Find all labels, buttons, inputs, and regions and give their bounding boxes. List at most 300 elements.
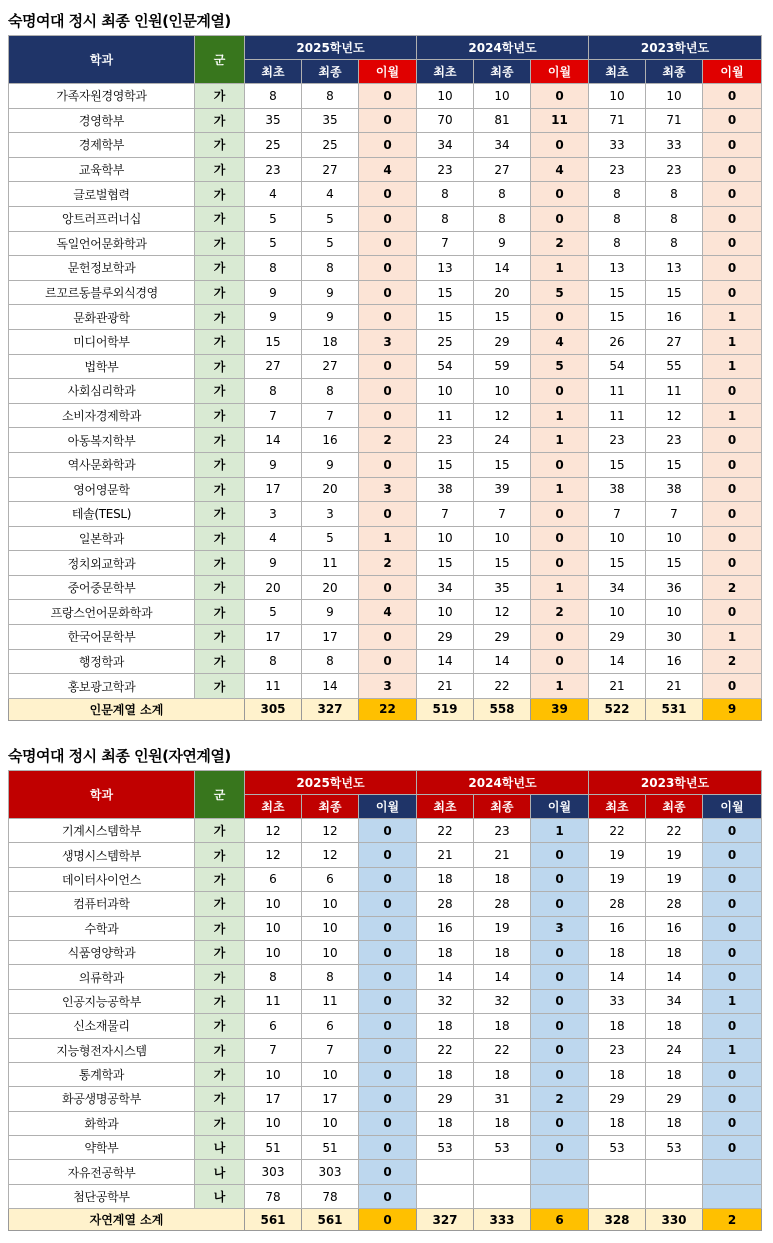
value-cell: 6 <box>302 867 359 891</box>
value-cell: 7 <box>589 502 646 527</box>
carryover-cell: 5 <box>531 280 589 305</box>
value-cell: 35 <box>302 108 359 133</box>
carryover-cell: 2 <box>703 575 762 600</box>
value-cell: 15 <box>646 280 703 305</box>
table-row <box>9 843 762 867</box>
carryover-cell: 0 <box>703 867 762 891</box>
dept-name: 지능형전자시스템 <box>9 1038 195 1062</box>
value-cell: 29 <box>589 1087 646 1111</box>
gun-cell: 가 <box>195 182 245 207</box>
value-cell: 7 <box>474 502 531 527</box>
value-cell: 36 <box>646 575 703 600</box>
carryover-cell: 0 <box>703 600 762 625</box>
value-cell: 28 <box>589 892 646 916</box>
carryover-cell: 0 <box>703 674 762 699</box>
value-cell: 17 <box>302 625 359 650</box>
carryover-cell: 0 <box>359 354 417 379</box>
carryover-cell: 0 <box>531 526 589 551</box>
carryover-cell: 0 <box>359 916 417 940</box>
subtotal-value: 333 <box>474 1209 531 1231</box>
value-cell: 10 <box>302 916 359 940</box>
value-cell: 11 <box>417 403 474 428</box>
value-cell: 18 <box>589 1014 646 1038</box>
carryover-cell: 0 <box>703 940 762 964</box>
carryover-cell: 0 <box>703 819 762 843</box>
value-cell: 10 <box>302 940 359 964</box>
value-cell <box>589 1184 646 1208</box>
carryover-cell: 3 <box>359 477 417 502</box>
gun-cell: 가 <box>195 256 245 281</box>
carryover-cell: 0 <box>531 502 589 527</box>
value-cell: 17 <box>245 477 302 502</box>
gun-cell: 가 <box>195 452 245 477</box>
carryover-cell: 2 <box>531 600 589 625</box>
carryover-cell: 1 <box>531 575 589 600</box>
table-row <box>9 674 762 699</box>
dept-name: 일본학과 <box>9 526 195 551</box>
carryover-cell: 0 <box>703 452 762 477</box>
value-cell: 19 <box>646 867 703 891</box>
table-row <box>9 867 762 891</box>
value-cell: 18 <box>417 940 474 964</box>
carryover-cell: 1 <box>703 354 762 379</box>
dept-name: 첨단공학부 <box>9 1184 195 1208</box>
value-cell: 34 <box>474 133 531 158</box>
value-cell: 20 <box>474 280 531 305</box>
table-row <box>9 403 762 428</box>
value-cell: 10 <box>302 1111 359 1135</box>
gun-cell: 가 <box>195 1062 245 1086</box>
value-cell: 18 <box>417 867 474 891</box>
carryover-cell: 0 <box>359 502 417 527</box>
gun-cell: 가 <box>195 989 245 1013</box>
dept-name: 미디어학부 <box>9 329 195 354</box>
value-cell: 8 <box>589 231 646 256</box>
carryover-cell: 0 <box>703 182 762 207</box>
value-cell: 23 <box>474 819 531 843</box>
carryover-cell: 0 <box>703 477 762 502</box>
value-cell: 27 <box>646 329 703 354</box>
subtotal-carryover: 2 <box>703 1209 762 1231</box>
dept-name: 수학과 <box>9 916 195 940</box>
value-cell: 14 <box>417 965 474 989</box>
table-row <box>9 1038 762 1062</box>
value-cell: 54 <box>417 354 474 379</box>
value-cell: 14 <box>245 428 302 453</box>
value-cell: 6 <box>245 1014 302 1038</box>
gun-cell: 가 <box>195 526 245 551</box>
header-gun: 군 <box>195 771 245 819</box>
table-row <box>9 157 762 182</box>
carryover-cell: 0 <box>359 1062 417 1086</box>
carryover-cell: 0 <box>359 625 417 650</box>
dept-name: 교육학부 <box>9 157 195 182</box>
value-cell: 21 <box>589 674 646 699</box>
value-cell: 17 <box>245 625 302 650</box>
carryover-cell: 0 <box>703 1014 762 1038</box>
dept-name: 사회심리학과 <box>9 379 195 404</box>
carryover-cell: 0 <box>359 1038 417 1062</box>
carryover-cell: 1 <box>531 477 589 502</box>
value-cell: 15 <box>417 280 474 305</box>
dept-name: 신소재물리 <box>9 1014 195 1038</box>
value-cell: 53 <box>646 1136 703 1160</box>
value-cell: 10 <box>417 84 474 109</box>
header-carryover: 이월 <box>359 60 417 84</box>
value-cell: 11 <box>589 379 646 404</box>
carryover-cell: 0 <box>531 965 589 989</box>
carryover-cell: 1 <box>703 305 762 330</box>
humanities-title: 숙명여대 정시 최종 인원(인문계열) <box>8 12 231 30</box>
header-final: 최종 <box>302 60 359 84</box>
value-cell: 8 <box>646 206 703 231</box>
carryover-cell: 0 <box>359 305 417 330</box>
header-first: 최초 <box>245 795 302 819</box>
value-cell: 28 <box>417 892 474 916</box>
dept-name: 데이터사이언스 <box>9 867 195 891</box>
carryover-cell: 2 <box>531 1087 589 1111</box>
dept-name: 식품영양학과 <box>9 940 195 964</box>
value-cell: 19 <box>646 843 703 867</box>
value-cell: 23 <box>417 157 474 182</box>
value-cell: 18 <box>417 1014 474 1038</box>
value-cell: 10 <box>589 84 646 109</box>
header-first: 최초 <box>589 795 646 819</box>
value-cell: 8 <box>646 182 703 207</box>
value-cell: 16 <box>646 305 703 330</box>
carryover-cell: 0 <box>359 965 417 989</box>
carryover-cell: 0 <box>531 649 589 674</box>
carryover-cell: 1 <box>531 428 589 453</box>
subtotal-carryover: 39 <box>531 698 589 720</box>
value-cell: 6 <box>245 867 302 891</box>
gun-cell: 가 <box>195 403 245 428</box>
gun-cell: 가 <box>195 600 245 625</box>
value-cell: 70 <box>417 108 474 133</box>
carryover-cell <box>531 1160 589 1184</box>
carryover-cell: 0 <box>359 206 417 231</box>
carryover-cell: 0 <box>359 1014 417 1038</box>
value-cell: 14 <box>646 965 703 989</box>
value-cell: 14 <box>474 649 531 674</box>
value-cell: 23 <box>646 428 703 453</box>
carryover-cell: 0 <box>531 1111 589 1135</box>
dept-name: 한국어문학부 <box>9 625 195 650</box>
carryover-cell: 1 <box>359 526 417 551</box>
carryover-cell: 0 <box>531 305 589 330</box>
value-cell: 12 <box>474 600 531 625</box>
carryover-cell: 2 <box>359 428 417 453</box>
dept-name: 생명시스템학부 <box>9 843 195 867</box>
table-row <box>9 1111 762 1135</box>
value-cell: 33 <box>589 989 646 1013</box>
carryover-cell: 0 <box>359 819 417 843</box>
carryover-cell <box>703 1160 762 1184</box>
subtotal-value: 519 <box>417 698 474 720</box>
value-cell: 17 <box>245 1087 302 1111</box>
gun-cell: 가 <box>195 206 245 231</box>
gun-cell: 나 <box>195 1184 245 1208</box>
dept-name: 자유전공학부 <box>9 1160 195 1184</box>
value-cell: 15 <box>589 305 646 330</box>
carryover-cell: 0 <box>359 231 417 256</box>
value-cell: 33 <box>646 133 703 158</box>
value-cell: 23 <box>589 157 646 182</box>
humanities-table-body <box>9 84 762 699</box>
gun-cell: 가 <box>195 551 245 576</box>
value-cell: 8 <box>302 649 359 674</box>
value-cell: 20 <box>302 575 359 600</box>
gun-cell: 가 <box>195 1038 245 1062</box>
table-row <box>9 819 762 843</box>
value-cell: 14 <box>417 649 474 674</box>
value-cell: 15 <box>417 551 474 576</box>
value-cell: 7 <box>302 1038 359 1062</box>
header-final: 최종 <box>474 60 531 84</box>
value-cell: 29 <box>417 1087 474 1111</box>
value-cell: 16 <box>589 916 646 940</box>
value-cell: 5 <box>245 231 302 256</box>
value-cell: 8 <box>302 965 359 989</box>
carryover-cell: 5 <box>531 354 589 379</box>
value-cell: 19 <box>474 916 531 940</box>
value-cell: 303 <box>245 1160 302 1184</box>
carryover-cell: 0 <box>531 892 589 916</box>
value-cell: 10 <box>417 379 474 404</box>
gun-cell: 가 <box>195 916 245 940</box>
value-cell: 53 <box>474 1136 531 1160</box>
value-cell: 10 <box>245 940 302 964</box>
carryover-cell: 0 <box>703 157 762 182</box>
carryover-cell: 0 <box>531 1014 589 1038</box>
gun-cell: 가 <box>195 674 245 699</box>
subtotal-label: 자연계열 소계 <box>9 1209 245 1231</box>
carryover-cell: 0 <box>531 989 589 1013</box>
table-row <box>9 551 762 576</box>
value-cell: 7 <box>245 403 302 428</box>
header-year-2025: 2025학년도 <box>245 771 417 795</box>
table-row <box>9 108 762 133</box>
carryover-cell: 0 <box>359 1111 417 1135</box>
value-cell: 78 <box>245 1184 302 1208</box>
carryover-cell: 0 <box>531 84 589 109</box>
carryover-cell: 11 <box>531 108 589 133</box>
value-cell: 12 <box>302 819 359 843</box>
gun-cell: 가 <box>195 819 245 843</box>
value-cell: 29 <box>589 625 646 650</box>
value-cell: 10 <box>646 84 703 109</box>
dept-name: 약학부 <box>9 1136 195 1160</box>
carryover-cell: 0 <box>703 280 762 305</box>
carryover-cell: 0 <box>703 206 762 231</box>
table-row <box>9 940 762 964</box>
value-cell: 16 <box>646 916 703 940</box>
table-row <box>9 526 762 551</box>
value-cell: 19 <box>589 843 646 867</box>
value-cell: 7 <box>302 403 359 428</box>
carryover-cell: 4 <box>531 329 589 354</box>
gun-cell: 가 <box>195 1014 245 1038</box>
table-row <box>9 600 762 625</box>
value-cell: 10 <box>245 1111 302 1135</box>
value-cell: 15 <box>474 305 531 330</box>
value-cell: 33 <box>589 133 646 158</box>
value-cell: 34 <box>589 575 646 600</box>
value-cell: 18 <box>474 940 531 964</box>
value-cell: 10 <box>646 526 703 551</box>
value-cell: 10 <box>245 892 302 916</box>
subtotal-value: 561 <box>302 1209 359 1231</box>
carryover-cell: 0 <box>531 452 589 477</box>
gun-cell: 가 <box>195 329 245 354</box>
value-cell: 15 <box>417 305 474 330</box>
value-cell: 4 <box>245 526 302 551</box>
value-cell: 11 <box>302 551 359 576</box>
value-cell: 8 <box>589 206 646 231</box>
science-table-body <box>9 819 762 1209</box>
value-cell: 39 <box>474 477 531 502</box>
carryover-cell: 0 <box>359 989 417 1013</box>
gun-cell: 가 <box>195 354 245 379</box>
value-cell: 9 <box>302 305 359 330</box>
carryover-cell: 1 <box>531 674 589 699</box>
subtotal-carryover: 0 <box>359 1209 417 1231</box>
carryover-cell: 0 <box>359 1184 417 1208</box>
dept-name: 행정학과 <box>9 649 195 674</box>
value-cell: 20 <box>245 575 302 600</box>
carryover-cell: 0 <box>531 379 589 404</box>
value-cell: 14 <box>474 965 531 989</box>
value-cell: 5 <box>245 600 302 625</box>
value-cell: 11 <box>302 989 359 1013</box>
value-cell: 71 <box>646 108 703 133</box>
subtotal-carryover: 9 <box>703 698 762 720</box>
value-cell: 22 <box>474 674 531 699</box>
value-cell: 27 <box>245 354 302 379</box>
value-cell: 16 <box>646 649 703 674</box>
table-row <box>9 379 762 404</box>
value-cell <box>646 1160 703 1184</box>
subtotal-carryover: 22 <box>359 698 417 720</box>
value-cell: 35 <box>474 575 531 600</box>
gun-cell: 가 <box>195 575 245 600</box>
value-cell: 32 <box>474 989 531 1013</box>
value-cell: 11 <box>646 379 703 404</box>
table-row <box>9 649 762 674</box>
gun-cell: 가 <box>195 108 245 133</box>
value-cell: 18 <box>474 1111 531 1135</box>
gun-cell: 나 <box>195 1136 245 1160</box>
dept-name: 화학과 <box>9 1111 195 1135</box>
value-cell: 10 <box>589 526 646 551</box>
table-row <box>9 305 762 330</box>
dept-name: 의류학과 <box>9 965 195 989</box>
value-cell: 8 <box>245 649 302 674</box>
carryover-cell: 0 <box>703 843 762 867</box>
subtotal-carryover: 6 <box>531 1209 589 1231</box>
carryover-cell: 0 <box>359 403 417 428</box>
value-cell: 13 <box>646 256 703 281</box>
value-cell: 18 <box>589 1062 646 1086</box>
gun-cell: 가 <box>195 502 245 527</box>
header-carryover: 이월 <box>703 795 762 819</box>
dept-name: 중어중문학부 <box>9 575 195 600</box>
table-row <box>9 477 762 502</box>
gun-cell: 가 <box>195 843 245 867</box>
gun-cell: 가 <box>195 892 245 916</box>
table-row <box>9 989 762 1013</box>
value-cell: 8 <box>245 965 302 989</box>
value-cell: 15 <box>245 329 302 354</box>
carryover-cell: 0 <box>703 1136 762 1160</box>
carryover-cell: 2 <box>703 649 762 674</box>
value-cell: 22 <box>417 1038 474 1062</box>
carryover-cell: 0 <box>359 280 417 305</box>
value-cell: 51 <box>245 1136 302 1160</box>
header-final: 최종 <box>646 795 703 819</box>
value-cell: 35 <box>245 108 302 133</box>
value-cell: 11 <box>245 989 302 1013</box>
carryover-cell: 0 <box>359 575 417 600</box>
table-row <box>9 502 762 527</box>
value-cell: 8 <box>245 379 302 404</box>
subtotal-label: 인문계열 소계 <box>9 698 245 720</box>
value-cell: 10 <box>245 1062 302 1086</box>
value-cell: 29 <box>474 625 531 650</box>
value-cell: 17 <box>302 1087 359 1111</box>
value-cell: 10 <box>474 379 531 404</box>
value-cell: 23 <box>417 428 474 453</box>
carryover-cell: 0 <box>703 965 762 989</box>
table-row <box>9 1062 762 1086</box>
gun-cell: 가 <box>195 157 245 182</box>
dept-name: 경제학부 <box>9 133 195 158</box>
gun-cell: 가 <box>195 649 245 674</box>
header-first: 최초 <box>245 60 302 84</box>
carryover-cell: 0 <box>359 843 417 867</box>
value-cell: 18 <box>474 867 531 891</box>
value-cell: 34 <box>646 989 703 1013</box>
subtotal-value: 305 <box>245 698 302 720</box>
carryover-cell: 0 <box>703 1111 762 1135</box>
value-cell: 18 <box>646 1111 703 1135</box>
value-cell: 10 <box>245 916 302 940</box>
value-cell: 10 <box>302 1062 359 1086</box>
carryover-cell: 1 <box>703 625 762 650</box>
value-cell: 13 <box>589 256 646 281</box>
header-year-2023: 2023학년도 <box>589 36 762 60</box>
value-cell: 15 <box>474 452 531 477</box>
value-cell: 21 <box>417 843 474 867</box>
carryover-cell: 0 <box>703 379 762 404</box>
carryover-cell: 2 <box>359 551 417 576</box>
value-cell: 30 <box>646 625 703 650</box>
carryover-cell: 0 <box>531 867 589 891</box>
value-cell: 78 <box>302 1184 359 1208</box>
dept-name: 법학부 <box>9 354 195 379</box>
gun-cell: 가 <box>195 1111 245 1135</box>
carryover-cell: 0 <box>703 133 762 158</box>
table-row <box>9 354 762 379</box>
subtotal-value: 328 <box>589 1209 646 1231</box>
carryover-cell: 0 <box>359 649 417 674</box>
value-cell: 10 <box>589 600 646 625</box>
humanities-table <box>8 35 762 721</box>
carryover-cell: 0 <box>359 940 417 964</box>
carryover-cell: 0 <box>359 1136 417 1160</box>
gun-cell: 가 <box>195 231 245 256</box>
carryover-cell <box>703 1184 762 1208</box>
